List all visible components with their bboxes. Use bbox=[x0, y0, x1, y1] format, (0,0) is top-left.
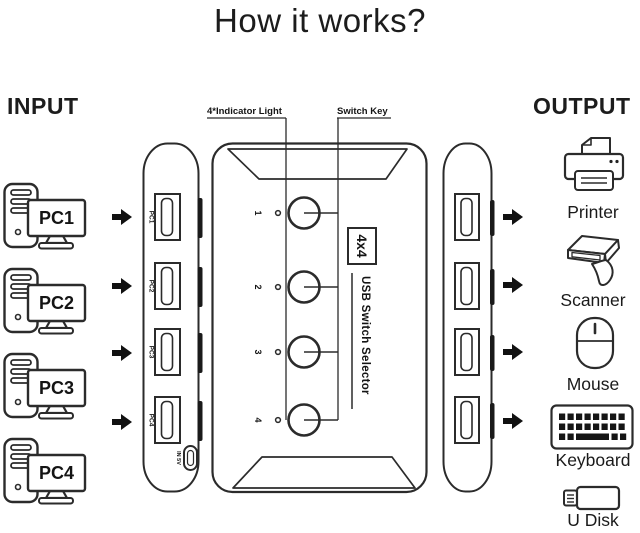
arrow-right-icon bbox=[112, 345, 132, 361]
arrow-right-icon bbox=[112, 414, 132, 430]
pc2-label: PC2 bbox=[38, 293, 75, 313]
power-port-label: IN 5V bbox=[175, 451, 181, 465]
input-heading: INPUT bbox=[7, 93, 79, 119]
pc1-label: PC1 bbox=[38, 208, 75, 228]
kvm-switch-device bbox=[205, 95, 435, 500]
usb-out-port-1 bbox=[455, 194, 479, 240]
usb-drive-icon bbox=[562, 484, 622, 512]
button-4-number: 4 bbox=[253, 417, 263, 423]
output-heading: OUTPUT bbox=[533, 93, 631, 119]
udisk-label: U Disk bbox=[567, 510, 619, 530]
mouse-label: Mouse bbox=[566, 374, 620, 394]
arrow-right-icon bbox=[112, 209, 132, 225]
model-label: 4x4 bbox=[354, 234, 370, 258]
scanner-label: Scanner bbox=[560, 290, 626, 310]
arrow-right-icon bbox=[503, 277, 523, 293]
printer-label: Printer bbox=[567, 202, 619, 222]
device-name-label: USB Switch Selector bbox=[359, 276, 371, 395]
pc4-label: PC4 bbox=[38, 463, 75, 483]
switch-output-side-panel bbox=[440, 140, 498, 496]
port-label-pc2: PC2 bbox=[147, 279, 155, 293]
usb-out-port-2 bbox=[455, 263, 479, 309]
indicator-led-4 bbox=[276, 418, 281, 423]
switch-key-callout-label: Switch Key bbox=[337, 106, 388, 117]
indicator-led-2 bbox=[276, 285, 281, 290]
button-1-number: 1 bbox=[253, 210, 263, 216]
keyboard-label: Keyboard bbox=[555, 450, 631, 470]
pc1-icon bbox=[3, 177, 108, 251]
usb-out-port-3 bbox=[455, 329, 479, 375]
port-label-pc1: PC1 bbox=[147, 210, 155, 224]
switch-input-side-panel bbox=[140, 140, 208, 496]
arrow-right-icon bbox=[503, 209, 523, 225]
usb-out-port-4 bbox=[455, 397, 479, 443]
pc3-icon bbox=[3, 347, 108, 421]
indicator-led-3 bbox=[276, 350, 281, 355]
arrow-right-icon bbox=[112, 278, 132, 294]
printer-icon bbox=[558, 136, 630, 202]
button-3-number: 3 bbox=[253, 349, 263, 355]
button-2-number: 2 bbox=[253, 284, 263, 290]
keyboard-icon bbox=[550, 404, 634, 450]
pc3-label: PC3 bbox=[38, 378, 75, 398]
port-label-pc4: PC4 bbox=[147, 413, 155, 427]
arrow-right-icon bbox=[503, 344, 523, 360]
scanner-icon bbox=[560, 230, 630, 292]
port-label-pc3: PC3 bbox=[147, 345, 155, 359]
indicator-led-1 bbox=[276, 211, 281, 216]
pc2-icon bbox=[3, 262, 108, 336]
mouse-icon bbox=[574, 315, 616, 371]
indicator-callout-label: 4*Indicator Light bbox=[207, 106, 282, 117]
page-title: How it works? bbox=[214, 2, 426, 39]
pc4-icon bbox=[3, 432, 108, 506]
arrow-right-icon bbox=[503, 413, 523, 429]
